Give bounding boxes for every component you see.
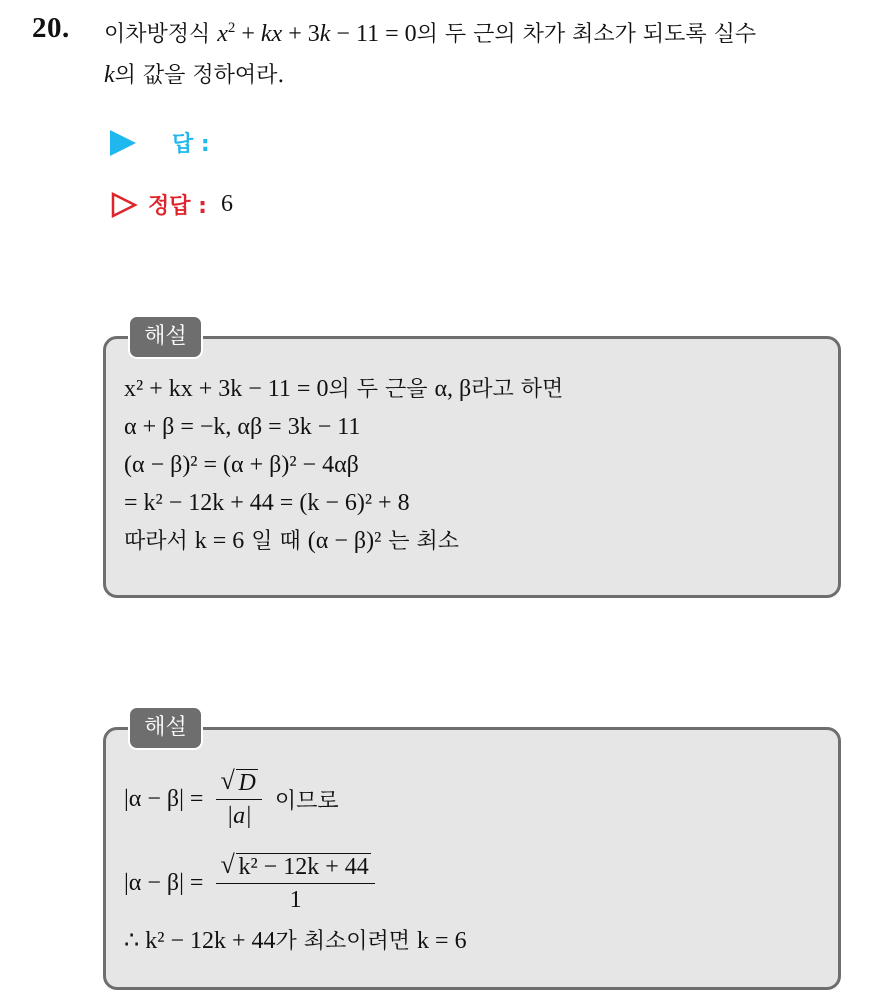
solution-body-1 xyxy=(124,370,563,560)
solution-tab-1: 해설 xyxy=(128,315,203,359)
correct-answer-label: 정답 : xyxy=(148,194,207,219)
answer-row xyxy=(110,127,224,158)
solution1-line1: x² + kx + 3k − 11 = 0의 두 근을 α, β라고 하면 xyxy=(124,376,564,402)
solution-tab-2: 해설 xyxy=(128,706,203,750)
question-number: 20. xyxy=(32,12,70,44)
answer-label: 답 : xyxy=(172,132,210,157)
solution2-line3: ∴ k² − 12k + 44가 최소이려면 k = 6 xyxy=(124,928,467,954)
solution1-line3: (α − β)² = (α + β)² − 4αβ xyxy=(124,452,359,478)
question-equation: $x^2$ + kx + 3k − 11 = 0 xyxy=(217,20,417,47)
fraction-sqrt-discriminant: √ $\frac{\text{k² − 12k + 44}}{1}$ xyxy=(216,851,374,916)
correct-answer-row xyxy=(110,189,233,220)
solution1-line4: = k² − 12k + 44 = (k − 6)² + 8 xyxy=(124,490,410,516)
solution1-line2: α + β = −k, αβ = 3k − 11 xyxy=(124,414,361,440)
solution2-line2: |α − β| = √ $\frac{\text{k² − 12k + 44}}{1}$ xyxy=(124,851,381,916)
solution2-line1: |α − β| = √ $\frac{D}{|a|}$ 이므로 xyxy=(124,767,339,832)
solution1-line5: 따라서 k = 6 일 때 (α − β)² 는 최소 xyxy=(124,528,460,554)
outline-triangle-icon xyxy=(110,191,138,219)
correct-answer-value: 6 xyxy=(220,191,233,217)
fraction-sqrt-d-over-abs-a: √ $\frac{D}{|a|}$ xyxy=(216,767,261,832)
play-triangle-icon xyxy=(110,130,136,156)
question-text: 이차방정식 $x^2$ + kx + 3k − 11 = 0의 두 근의 차가 최소가 되도록 실수 k의 값을 정하여라. xyxy=(104,20,757,88)
